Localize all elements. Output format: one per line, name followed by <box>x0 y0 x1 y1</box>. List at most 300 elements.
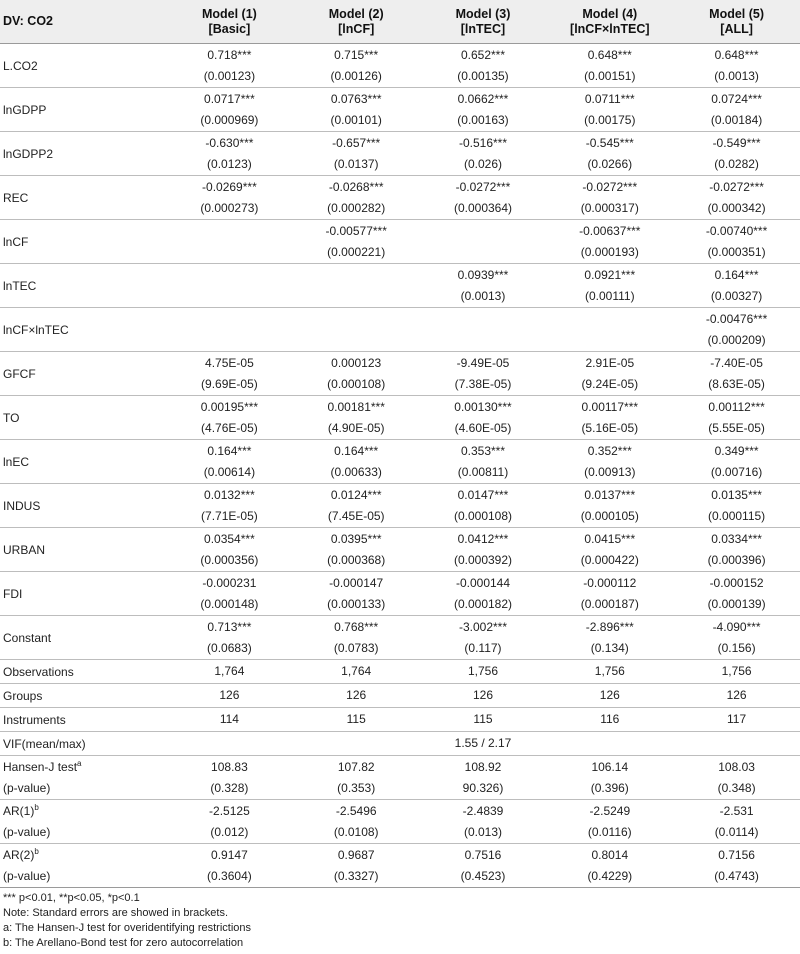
coefficient: 0.0662*** <box>457 91 509 106</box>
estimate-cell <box>420 88 547 132</box>
estimate-cell <box>673 528 800 572</box>
variable-row <box>0 220 800 264</box>
statistic-value: 115 <box>473 712 493 726</box>
standard-error: (8.63E-05) <box>708 376 765 391</box>
statistic-value: 1,764 <box>341 664 372 678</box>
coefficient: -0.00637*** <box>579 223 641 238</box>
test-row <box>0 844 800 888</box>
coefficient: 0.0921*** <box>584 267 636 282</box>
statistic-label: Observations <box>3 664 74 679</box>
statistic-value: 116 <box>600 712 620 726</box>
estimate-cell <box>673 308 800 352</box>
standard-error: (0.000317) <box>580 200 639 215</box>
test-statistic: 0.9687 <box>337 847 375 862</box>
estimate-cell <box>673 176 800 220</box>
variable-row <box>0 396 800 440</box>
estimate-cell <box>293 44 420 88</box>
standard-error: (0.000187) <box>580 596 639 611</box>
arellano-bond-footnote: b: The Arellano-Bond test for zero autocorrelation <box>3 937 244 949</box>
estimate-cell <box>293 88 420 132</box>
statistic-value: 126 <box>346 688 367 702</box>
estimate-cell <box>166 352 293 396</box>
estimate-cell <box>673 572 800 616</box>
estimate-cell <box>166 44 293 88</box>
model-header: Model (3) [lnTEC] <box>420 0 547 44</box>
test-statistic: 0.8014 <box>591 847 629 862</box>
standard-error: (0.000273) <box>200 200 259 215</box>
test-p-value: (0.0114) <box>714 824 759 839</box>
estimate-cell <box>420 572 547 616</box>
test-statistic: 108.03 <box>718 759 755 774</box>
coefficient: 0.652*** <box>460 47 506 62</box>
test-name <box>3 845 166 866</box>
significance-note: *** p<0.01, **p<0.05, *p<0.1 <box>3 892 140 904</box>
coefficient: 0.718*** <box>207 47 252 62</box>
coefficient: -0.549*** <box>712 135 761 150</box>
estimate-cell <box>546 352 673 396</box>
statistic-label: Instruments <box>3 712 66 727</box>
coefficient: 0.00181*** <box>327 399 385 414</box>
test-p-value: (0.3604) <box>207 868 252 883</box>
standard-error: (4.60E-05) <box>454 420 512 435</box>
coefficient: 0.0334*** <box>711 531 762 546</box>
test-statistic: -2.4839 <box>462 803 504 818</box>
test-cell <box>673 844 800 888</box>
variable-label: GFCF <box>3 366 36 381</box>
coefficient: 0.715*** <box>334 47 379 62</box>
test-statistic: 0.7516 <box>464 847 502 862</box>
header-row <box>0 0 800 44</box>
estimate-cell <box>420 308 547 352</box>
standard-error: (0.156) <box>717 640 756 655</box>
standard-error: (0.0282) <box>714 156 759 171</box>
statistic-value: 126 <box>472 688 493 702</box>
variable-label: lnGDPP <box>3 102 47 117</box>
estimate-cell <box>420 616 547 660</box>
standard-error: (0.000422) <box>580 552 639 567</box>
coefficient: -0.0269*** <box>202 179 257 194</box>
test-statistic: -2.531 <box>719 803 754 818</box>
variable-row <box>0 264 800 308</box>
standard-error: (0.00101) <box>330 112 382 127</box>
variable-label: lnTEC <box>3 278 37 293</box>
estimate-cell <box>420 132 547 176</box>
vif-label: VIF(mean/max) <box>3 736 86 751</box>
estimate-cell <box>673 88 800 132</box>
test-p-value: (0.353) <box>337 780 376 795</box>
estimate-cell <box>546 396 673 440</box>
statistic-value: 1,756 <box>467 664 498 678</box>
estimate-cell <box>420 352 547 396</box>
estimate-cell <box>166 220 293 264</box>
standard-error: (0.000148) <box>200 596 259 611</box>
statistic-row <box>0 684 800 708</box>
coefficient: 0.352*** <box>587 443 632 458</box>
estimate-cell <box>166 396 293 440</box>
estimate-cell <box>546 484 673 528</box>
standard-error: (0.000356) <box>200 552 259 567</box>
coefficient: 0.0717*** <box>204 91 255 106</box>
variable-row <box>0 352 800 396</box>
coefficient: -0.657*** <box>332 135 381 150</box>
test-cell <box>166 844 293 888</box>
standard-error: (0.0783) <box>333 640 379 655</box>
coefficient: -0.000152 <box>709 575 764 590</box>
standard-error: (0.000368) <box>327 552 386 567</box>
standard-error: (0.000396) <box>707 552 766 567</box>
standard-error: (0.00913) <box>584 464 636 479</box>
statistic-row <box>0 708 800 732</box>
standard-error: (0.0683) <box>207 640 252 655</box>
test-cell <box>166 800 293 844</box>
coefficient: -0.00577*** <box>325 223 387 238</box>
coefficient: -3.002*** <box>458 619 508 634</box>
coefficient: 0.648*** <box>714 47 759 62</box>
standard-error: (0.000115) <box>708 508 766 523</box>
standard-error: (0.000133) <box>327 596 386 611</box>
standard-error: (0.0123) <box>207 156 252 171</box>
coefficient: -4.090*** <box>712 619 761 634</box>
vif-row <box>0 732 800 756</box>
standard-error: (0.000351) <box>707 244 766 259</box>
estimate-cell <box>293 264 420 308</box>
coefficient: -9.49E-05 <box>456 355 510 370</box>
estimate-cell <box>293 396 420 440</box>
test-p-value: (0.348) <box>717 780 756 795</box>
estimate-cell <box>673 396 800 440</box>
test-statistic: 107.82 <box>337 759 375 774</box>
coefficient: 0.0939*** <box>457 267 509 282</box>
test-statistic: 0.9147 <box>211 847 248 862</box>
coefficient: 0.353*** <box>460 443 506 458</box>
standard-error: (0.0266) <box>587 156 633 171</box>
estimate-cell <box>293 176 420 220</box>
coefficient: -0.0272*** <box>455 179 511 194</box>
coefficient: 0.0412*** <box>457 531 509 546</box>
test-statistic: -2.5125 <box>209 803 250 818</box>
coefficient: 2.91E-05 <box>585 355 635 370</box>
coefficient: 0.0147*** <box>457 487 509 502</box>
table-notes <box>0 888 800 951</box>
standard-error: (0.000193) <box>580 244 639 259</box>
estimate-cell <box>546 616 673 660</box>
statistic-value: 1,764 <box>214 664 245 678</box>
coefficient: 0.0132*** <box>204 487 255 502</box>
test-cell <box>166 756 293 800</box>
estimate-cell <box>293 220 420 264</box>
coefficient: 4.75E-05 <box>205 355 254 370</box>
standard-error: (9.24E-05) <box>581 376 639 391</box>
estimate-cell <box>673 440 800 484</box>
standard-error: (0.0137) <box>333 156 379 171</box>
coefficient: 0.00117*** <box>581 399 639 414</box>
test-footnote-mark: b <box>34 846 39 856</box>
standard-error: (0.000282) <box>327 200 386 215</box>
estimate-cell <box>546 176 673 220</box>
estimate-cell <box>420 396 547 440</box>
variable-label: REC <box>3 190 29 205</box>
variable-label: lnCF <box>3 234 29 249</box>
model-header: Model (4) [lnCF×lnTEC] <box>546 0 673 44</box>
standard-error: (0.00175) <box>584 112 636 127</box>
variable-row <box>0 44 800 88</box>
estimate-cell <box>546 44 673 88</box>
test-label <box>0 800 166 844</box>
test-p-value: (0.0108) <box>333 824 379 839</box>
coefficient: -0.630*** <box>205 135 254 150</box>
coefficient: 0.0711*** <box>584 91 635 106</box>
statistic-value: 117 <box>727 712 747 726</box>
test-footnote-mark: a <box>77 758 82 768</box>
statistic-value: 1,756 <box>721 664 752 678</box>
test-cell <box>293 844 420 888</box>
estimate-cell <box>546 440 673 484</box>
statistic-row <box>0 660 800 684</box>
test-p-value: (0.328) <box>210 780 249 795</box>
variable-label: lnGDPP2 <box>3 146 54 161</box>
coefficient: -0.0268*** <box>328 179 384 194</box>
estimate-cell <box>166 176 293 220</box>
estimate-cell <box>673 44 800 88</box>
coefficient: -0.0272*** <box>709 179 764 194</box>
standard-error: (7.71E-05) <box>201 508 258 523</box>
test-p-value: (0.4743) <box>714 868 759 883</box>
standard-error: (9.69E-05) <box>201 376 258 391</box>
standard-error: (0.000108) <box>327 376 386 391</box>
estimate-cell <box>546 572 673 616</box>
test-statistic: 0.7156 <box>718 847 755 862</box>
variable-row <box>0 528 800 572</box>
test-name <box>3 801 166 822</box>
model-header: Model (1) [Basic] <box>166 0 293 44</box>
coefficient: 0.0124*** <box>330 487 382 502</box>
variable-row <box>0 616 800 660</box>
estimate-cell <box>546 220 673 264</box>
standard-error: (0.00633) <box>330 464 382 479</box>
standard-error: (0.00184) <box>710 112 763 127</box>
coefficient: 0.00112*** <box>708 399 765 414</box>
test-statistic: 106.14 <box>591 759 629 774</box>
coefficient: -7.40E-05 <box>710 355 763 370</box>
p-value-label: (p-value) <box>3 824 51 839</box>
test-p-value: 90.326) <box>462 780 504 795</box>
estimate-cell <box>546 88 673 132</box>
p-value-label: (p-value) <box>3 780 51 795</box>
test-statistic: 108.83 <box>211 759 248 774</box>
test-p-value: (0.0116) <box>587 824 632 839</box>
test-cell <box>420 756 547 800</box>
model-header: Model (2) [lnCF] <box>293 0 420 44</box>
coefficient: 0.00195*** <box>200 399 259 414</box>
coefficient: 0.00130*** <box>454 399 512 414</box>
coefficient: 0.768*** <box>334 619 379 634</box>
test-p-value: (0.4229) <box>587 868 633 883</box>
estimate-cell <box>420 220 547 264</box>
estimate-cell <box>166 484 293 528</box>
coefficient: 0.164*** <box>207 443 252 458</box>
variable-label: lnEC <box>3 454 30 469</box>
test-cell <box>420 800 547 844</box>
estimate-cell <box>673 616 800 660</box>
statistic-value: 1,756 <box>594 664 625 678</box>
coefficient: 0.000123 <box>331 355 382 370</box>
statistic-label: Groups <box>3 688 43 703</box>
variable-row <box>0 440 800 484</box>
standard-error: (0.134) <box>590 640 629 655</box>
standard-error: (0.00811) <box>457 464 509 479</box>
estimate-cell <box>673 352 800 396</box>
variable-row <box>0 572 800 616</box>
estimate-cell <box>546 308 673 352</box>
estimate-cell <box>293 572 420 616</box>
estimate-cell <box>166 528 293 572</box>
standard-error: (0.000182) <box>453 596 513 611</box>
test-label <box>0 756 166 800</box>
variable-label: TO <box>3 410 20 425</box>
test-row <box>0 800 800 844</box>
standard-error: (0.000969) <box>200 112 259 127</box>
estimate-cell <box>546 132 673 176</box>
test-cell <box>546 800 673 844</box>
coefficient: 0.0724*** <box>711 91 762 106</box>
standard-error: (0.0013) <box>714 68 759 83</box>
test-p-value: (0.013) <box>463 824 502 839</box>
coefficient: -0.000144 <box>455 575 511 590</box>
statistic-value: 115 <box>346 712 366 726</box>
estimate-cell <box>293 308 420 352</box>
hansen-footnote: a: The Hansen-J test for overidentifying restrictions <box>3 922 252 934</box>
estimate-cell <box>420 440 547 484</box>
coefficient: 0.164*** <box>714 267 759 282</box>
test-label <box>0 844 166 888</box>
standard-error: (0.00126) <box>330 68 382 83</box>
coefficient: 0.0135*** <box>711 487 762 502</box>
variable-row <box>0 308 800 352</box>
test-cell <box>293 756 420 800</box>
coefficient: 0.713*** <box>207 619 252 634</box>
test-p-value: (0.3327) <box>333 868 379 883</box>
coefficient: 0.164*** <box>334 443 379 458</box>
test-name-text: Hansen-J test <box>3 759 78 774</box>
estimate-cell <box>293 616 420 660</box>
vif-value: 1.55 / 2.17 <box>454 736 512 750</box>
dependent-variable-label: DV: CO2 <box>0 0 166 44</box>
coefficient: -0.00476*** <box>705 311 768 326</box>
standard-error: (0.026) <box>463 156 502 171</box>
estimate-cell <box>293 352 420 396</box>
estimate-cell <box>293 440 420 484</box>
coefficient: -0.00740*** <box>705 223 768 238</box>
test-cell <box>546 756 673 800</box>
coefficient: 0.0137*** <box>584 487 636 502</box>
test-cell <box>293 800 420 844</box>
statistic-value: 114 <box>219 712 239 726</box>
test-statistic: 108.92 <box>464 759 502 774</box>
variable-row <box>0 88 800 132</box>
test-p-value: (0.396) <box>590 780 629 795</box>
standard-error: (0.000105) <box>580 508 639 523</box>
coefficient: 0.0415*** <box>584 531 636 546</box>
test-statistic: -2.5249 <box>589 803 631 818</box>
variable-label: lnCF×lnTEC <box>3 322 69 337</box>
standard-error: (0.00151) <box>584 68 636 83</box>
standard-error: (4.76E-05) <box>201 420 258 435</box>
estimate-cell <box>166 440 293 484</box>
estimate-cell <box>420 264 547 308</box>
standard-error: (0.000392) <box>453 552 513 567</box>
variable-label: INDUS <box>3 498 41 513</box>
standard-error: (0.00614) <box>203 464 256 479</box>
standard-error: (5.16E-05) <box>581 420 639 435</box>
test-statistic: -2.5496 <box>335 803 377 818</box>
standard-error: (0.000209) <box>707 332 766 347</box>
estimate-cell <box>673 220 800 264</box>
coefficient: -0.516*** <box>458 135 508 150</box>
coefficient: 0.0354*** <box>204 531 255 546</box>
test-row <box>0 756 800 800</box>
estimate-cell <box>166 572 293 616</box>
estimate-cell <box>420 484 547 528</box>
standard-error: (0.00163) <box>457 112 509 127</box>
variable-label: Constant <box>3 630 52 645</box>
table-header <box>0 0 800 44</box>
test-cell <box>673 800 800 844</box>
test-cell <box>420 844 547 888</box>
estimate-cell <box>166 264 293 308</box>
estimate-cell <box>673 484 800 528</box>
estimate-cell <box>673 132 800 176</box>
estimate-cell <box>293 484 420 528</box>
estimate-cell <box>166 616 293 660</box>
standard-error: (0.000221) <box>327 244 386 259</box>
standard-error: (0.000364) <box>453 200 513 215</box>
estimate-cell <box>420 44 547 88</box>
estimate-cell <box>293 132 420 176</box>
test-cell <box>673 756 800 800</box>
standard-error: (0.00716) <box>710 464 763 479</box>
statistic-value: 126 <box>726 688 747 702</box>
standard-error: (0.000342) <box>707 200 766 215</box>
p-value-label: (p-value) <box>3 868 51 883</box>
estimate-cell <box>673 264 800 308</box>
standard-error: (4.90E-05) <box>327 420 385 435</box>
coefficient: -0.000147 <box>329 575 384 590</box>
variable-label: L.CO2 <box>3 58 38 73</box>
test-footnote-mark: b <box>34 802 39 812</box>
variable-row <box>0 176 800 220</box>
variable-label: FDI <box>3 586 23 601</box>
test-cell <box>546 844 673 888</box>
coefficient: 0.0763*** <box>330 91 382 106</box>
statistic-value: 126 <box>219 688 240 702</box>
coefficient: -0.000231 <box>202 575 257 590</box>
estimate-cell <box>166 308 293 352</box>
standard-error: (0.00135) <box>457 68 509 83</box>
coefficient: -0.000112 <box>583 575 637 590</box>
estimate-cell <box>420 528 547 572</box>
coefficient: -0.0272*** <box>582 179 638 194</box>
estimate-cell <box>166 88 293 132</box>
variable-row <box>0 132 800 176</box>
coefficient: 0.349*** <box>714 443 759 458</box>
estimate-cell <box>546 264 673 308</box>
estimate-cell <box>420 176 547 220</box>
estimate-cell <box>546 528 673 572</box>
standard-error: (0.00327) <box>710 288 763 303</box>
table-body <box>0 44 800 888</box>
standard-error: (0.00111) <box>584 288 635 303</box>
variable-label: URBAN <box>3 542 46 557</box>
